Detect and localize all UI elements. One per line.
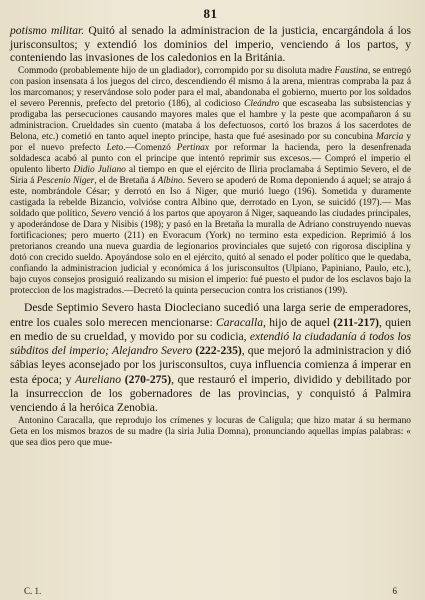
text-span: Marcia (376, 131, 404, 142)
text-span: Severo (91, 209, 117, 220)
text-span: . Severo se apoderó de Roma deponiendo á aquel; se atrajo á este, nombrándole César; y derrotó en Iso á Niger, que murió luego (196). Sometida y duramente castigada la rebelde Bizancio, volvióse contra Albino que, derrotado en Lyon, se suicidó (197).— Mas soldado que político, (10, 175, 411, 220)
text-span: (270-275) (124, 372, 172, 386)
text-span: (222-235) (195, 344, 242, 358)
text-span: Pescenio Niger (36, 175, 95, 186)
text-span: , el de Bretaña á (94, 175, 158, 186)
text-span: Faustina (334, 65, 368, 76)
text-span: por reformar la hacienda, pero la desenfrenada soldadesca acabó al punto con el principe que intentó reprimir sus excesos.— Compró el imperio el opulento liberto (10, 142, 411, 175)
paragraph-severo-summary (10, 24, 411, 65)
text-span: Pertinax (176, 142, 210, 153)
page-footer (24, 586, 397, 596)
paragraph-commodo-note (10, 66, 411, 298)
text-span: potismo militar. (10, 24, 85, 37)
text-span: Caracalla (215, 315, 264, 329)
text-span: Albino (157, 175, 183, 186)
text-span: extendió la ciudadanía á todos los súbditos del imperio; Alejandro Severo (10, 329, 411, 358)
text-span: Aureliano (75, 372, 122, 386)
paragraph-caracalla-note (10, 416, 411, 449)
text-span: Didio Juliano (73, 164, 126, 175)
text-span: que escaseaba las subsistencias y prodigaba las persecuciones causando mayores males que el hambre y la peste que acompañaron á su administracion. Crueldades sin cuento (mataba á los defectuosos, cortó los brazos á los sacerdotes de Belona, etc.) cometió en tanto aquel inepto principe, hasta que fué asesinado por su concubina (10, 98, 412, 142)
text-span: y por el nuevo prefecto (10, 131, 412, 153)
text-span: , que mejoró la administracion y dió sábias leyes aconsejado por los jurisconsultos, cuya influencia comienza á imperar en esta época; y (10, 344, 411, 386)
text-span: , quien en medio de su crueldad, y movido por su codicia, (10, 315, 411, 343)
text-span: Quitó al senado la administracion de la justicia, encargándola á los jurisconsultos; y extendió los dominios del imperio, venciendo á los partos, y conteniendo las invasiones de los caledonios en la Británia. (10, 24, 411, 64)
signature-number: 6 (392, 586, 397, 596)
text-span: al tiempo en que el ejército de Iliria proclamaba á Septimio Severo, el de Siria á (10, 164, 411, 186)
page-number: 81 (203, 6, 218, 21)
text-span: (211-217) (333, 315, 380, 329)
text-span: , hijo de aquel (263, 315, 334, 329)
text-span: , se entregó con pasion insensata á los juegos del circo, descendiendo él mismo á la arena, mientras compraba la paz á los marcomanos; y reservándose solo poder para el mal, abandonaba el gobierno, muerto por los soldados el severo Perennis, prefecto del pretorio (186), al codicioso (10, 65, 412, 109)
text-span: Antonino Caracalla, que reprodujo los crímenes y locuras de Calígula; que hizo matar á su hermano Geta en los mismos brazos de su madre (la siria Julia Domna), pronunciando aquellas impías palabras: « que sea dios pero que mue- (10, 416, 411, 449)
text-span: Commodo (probablemente hijo de un gladiador), corrompido por su disoluta madre (18, 65, 335, 76)
text-span: .—Comenzó (123, 142, 177, 153)
paragraph-emperors-list (10, 301, 411, 415)
text-span: , que restauró el imperio, dividido y debilitado por la insurreccion de los gobernadores de las provincias, y conquistó á Palmira venciendo á la heróica Zenobia. (10, 372, 411, 414)
text-span: venció á los partos que apoyaron á Niger, saqueando las ciudades principales, y apoderándose de Dara y Nisibis (198); y pasó en la Bretaña la muralla de Adriano construyendo nuevas fortificaciones; pero muerto (211) en Evoracum (York) no termino esta expedicion. Reprimió á los pretorianos creando una nueva guardia de legionarios provinciales que sujetó con rigorosa disciplina y dotó con crecido sueldo. Apoyándose solo en el ejército, quitó al senado el poder político que le quedaba, confiando la administracion judicial y económica á los jurisconsultos (Ulpiano, Papiniano, Paulo, etc.), bajo cuyos consejos prosiguió realizando su mision el imperio: fué puesto el pudor de los esclavos bajo la proteccion de los magistrados.—Decretó la quinta persecucion contra los cristianos (199). (10, 209, 412, 297)
signature-mark: C. 1. (24, 586, 42, 596)
text-span: Cleándro (244, 98, 280, 109)
text-span: Leto (106, 142, 124, 153)
text-span: Desde Septimio Severo hasta Diocleciano sucedió una larga serie de emperadores, entre los cuales solo merecen mencionarse: (10, 301, 411, 329)
